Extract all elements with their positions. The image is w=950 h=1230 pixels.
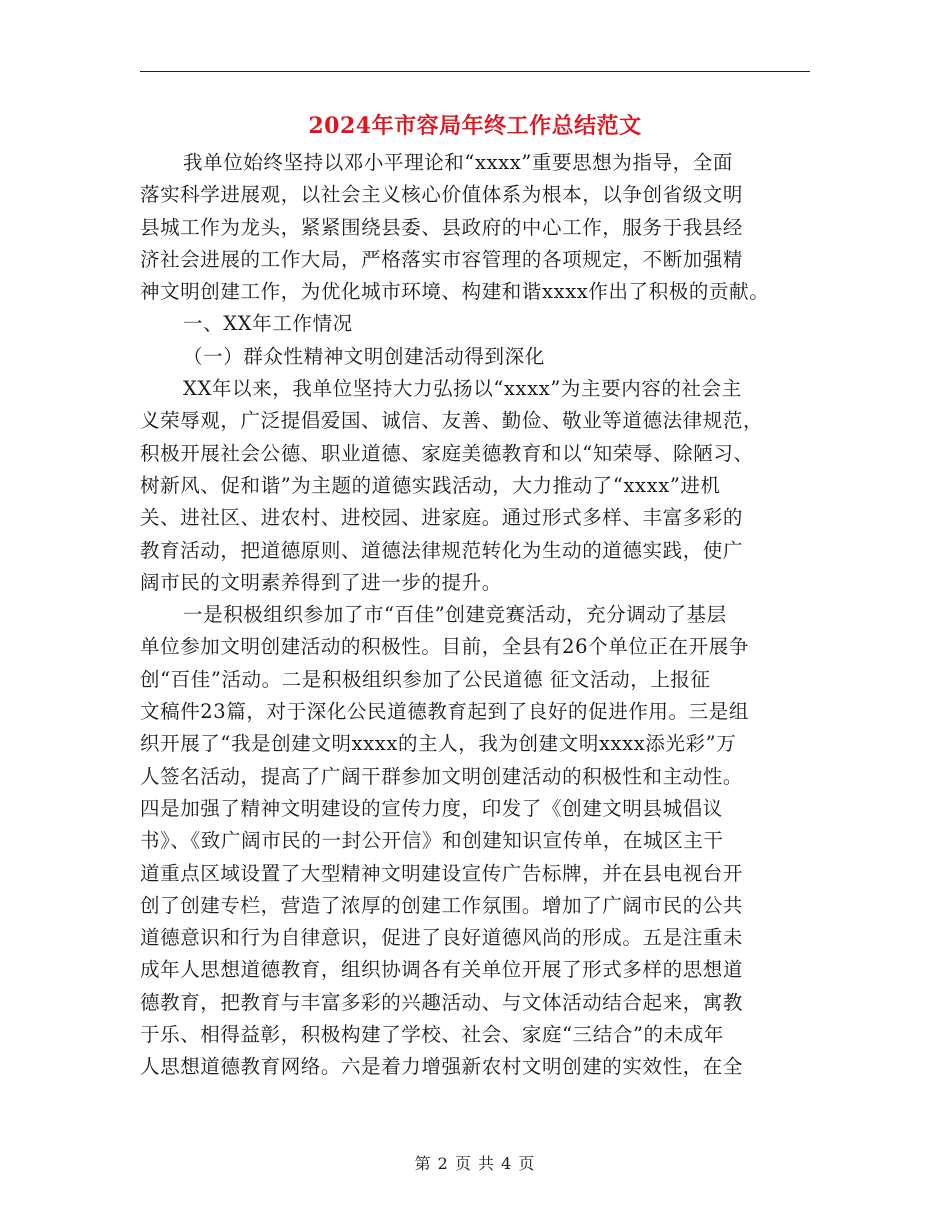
text-line: 县城工作为龙头，紧紧围绕县委、县政府的中心工作，服务于我县经 (140, 215, 744, 239)
text-line: 人思想道德教育网络。六是着力增强新农村文明创建的实效性，在全 (140, 1055, 744, 1079)
text-line: 织开展了“我是创建文明xxxx的主人，我为创建文明xxxx添光彩”万 (140, 732, 737, 756)
text-line: 树新风、促和谐”为主题的道德实践活动，大力推动了“xxxx”进机 (140, 473, 721, 497)
text-line: 济社会进展的工作大局，严格落实市容管理的各项规定，不断加强精 (140, 247, 744, 271)
text-line: 义荣辱观，广泛提倡爱国、诚信、友善、勤俭、敬业等道德法律规范， (140, 409, 764, 433)
text-line: 文稿件23篇，对于深化公民道德教育起到了良好的促进作用。三是组 (140, 700, 749, 724)
text-line: 创“百佳”活动。二是积极组织参加了公民道德 征文活动，上报征 (140, 667, 711, 691)
text-line: 道德意识和行为自律意识，促进了良好道德风尚的形成。五是注重未 (140, 926, 744, 950)
text-line: 落实科学进展观，以社会主义核心价值体系为根本，以争创省级文明 (140, 183, 744, 207)
document-title: 2024年市容局年终工作总结范文 (308, 113, 642, 139)
text-line: 我单位始终坚持以邓小平理论和“xxxx”重要思想为指导，全面 (183, 151, 733, 174)
text-line: 一是积极组织参加了市“百佳”创建竞赛活动，充分调动了基层 (183, 603, 727, 627)
text-line: 于乐、相得益彰，积极构建了学校、社会、家庭“三结合”的未成年 (140, 1023, 724, 1047)
text-line: 教育活动，把道德原则、道德法律规范转化为生动的道德实践，使广 (140, 538, 744, 562)
subsection-heading: （一）群众性精神文明创建活动得到深化 (183, 344, 545, 368)
text-line: 成年人思想道德教育，组织协调各有关单位开展了形式多样的思想道 (140, 958, 744, 982)
page-footer: 第 2 页 共 4 页 (414, 1154, 536, 1173)
header-rule (140, 71, 810, 72)
text-line: 神文明创建工作，为优化城市环境、构建和谐xxxx作出了积极的贡献。 (140, 280, 770, 304)
section-heading: 一、XX年工作情况 (183, 312, 353, 336)
text-line: 创了创建专栏，营造了浓厚的创建工作氛围。增加了广阔市民的公共 (140, 893, 744, 917)
text-line: 关、进社区、进农村、进校园、进家庭。通过形式多样、丰富多彩的 (140, 506, 744, 530)
text-line: 德教育，把教育与丰富多彩的兴趣活动、与文体活动结合起来，寓教 (140, 990, 744, 1014)
text-line: 书》、《致广阔市民的一封公开信》和创建知识宣传单，在城区主干 (140, 829, 724, 853)
text-line: 道重点区域设置了大型精神文明建设宣传广告标牌，并在县电视台开 (140, 861, 744, 885)
text-line: 人签名活动，提高了广阔干群参加文明创建活动的积极性和主动性。 (140, 764, 744, 788)
text-line: 积极开展社会公德、职业道德、家庭美德教育和以“知荣辱、除陋习、 (140, 441, 754, 465)
document-body (140, 147, 820, 1084)
text-line: XX年以来，我单位坚持大力弘扬以“xxxx”为主要内容的社会主 (183, 377, 742, 401)
text-line: 单位参加文明创建活动的积极性。目前，全县有26个单位正在开展争 (140, 635, 749, 659)
text-line: 阔市民的文明素养得到了进一步的提升。 (140, 570, 502, 594)
text-line: 四是加强了精神文明建设的宣传力度，印发了《创建文明县城倡议 (140, 796, 723, 820)
